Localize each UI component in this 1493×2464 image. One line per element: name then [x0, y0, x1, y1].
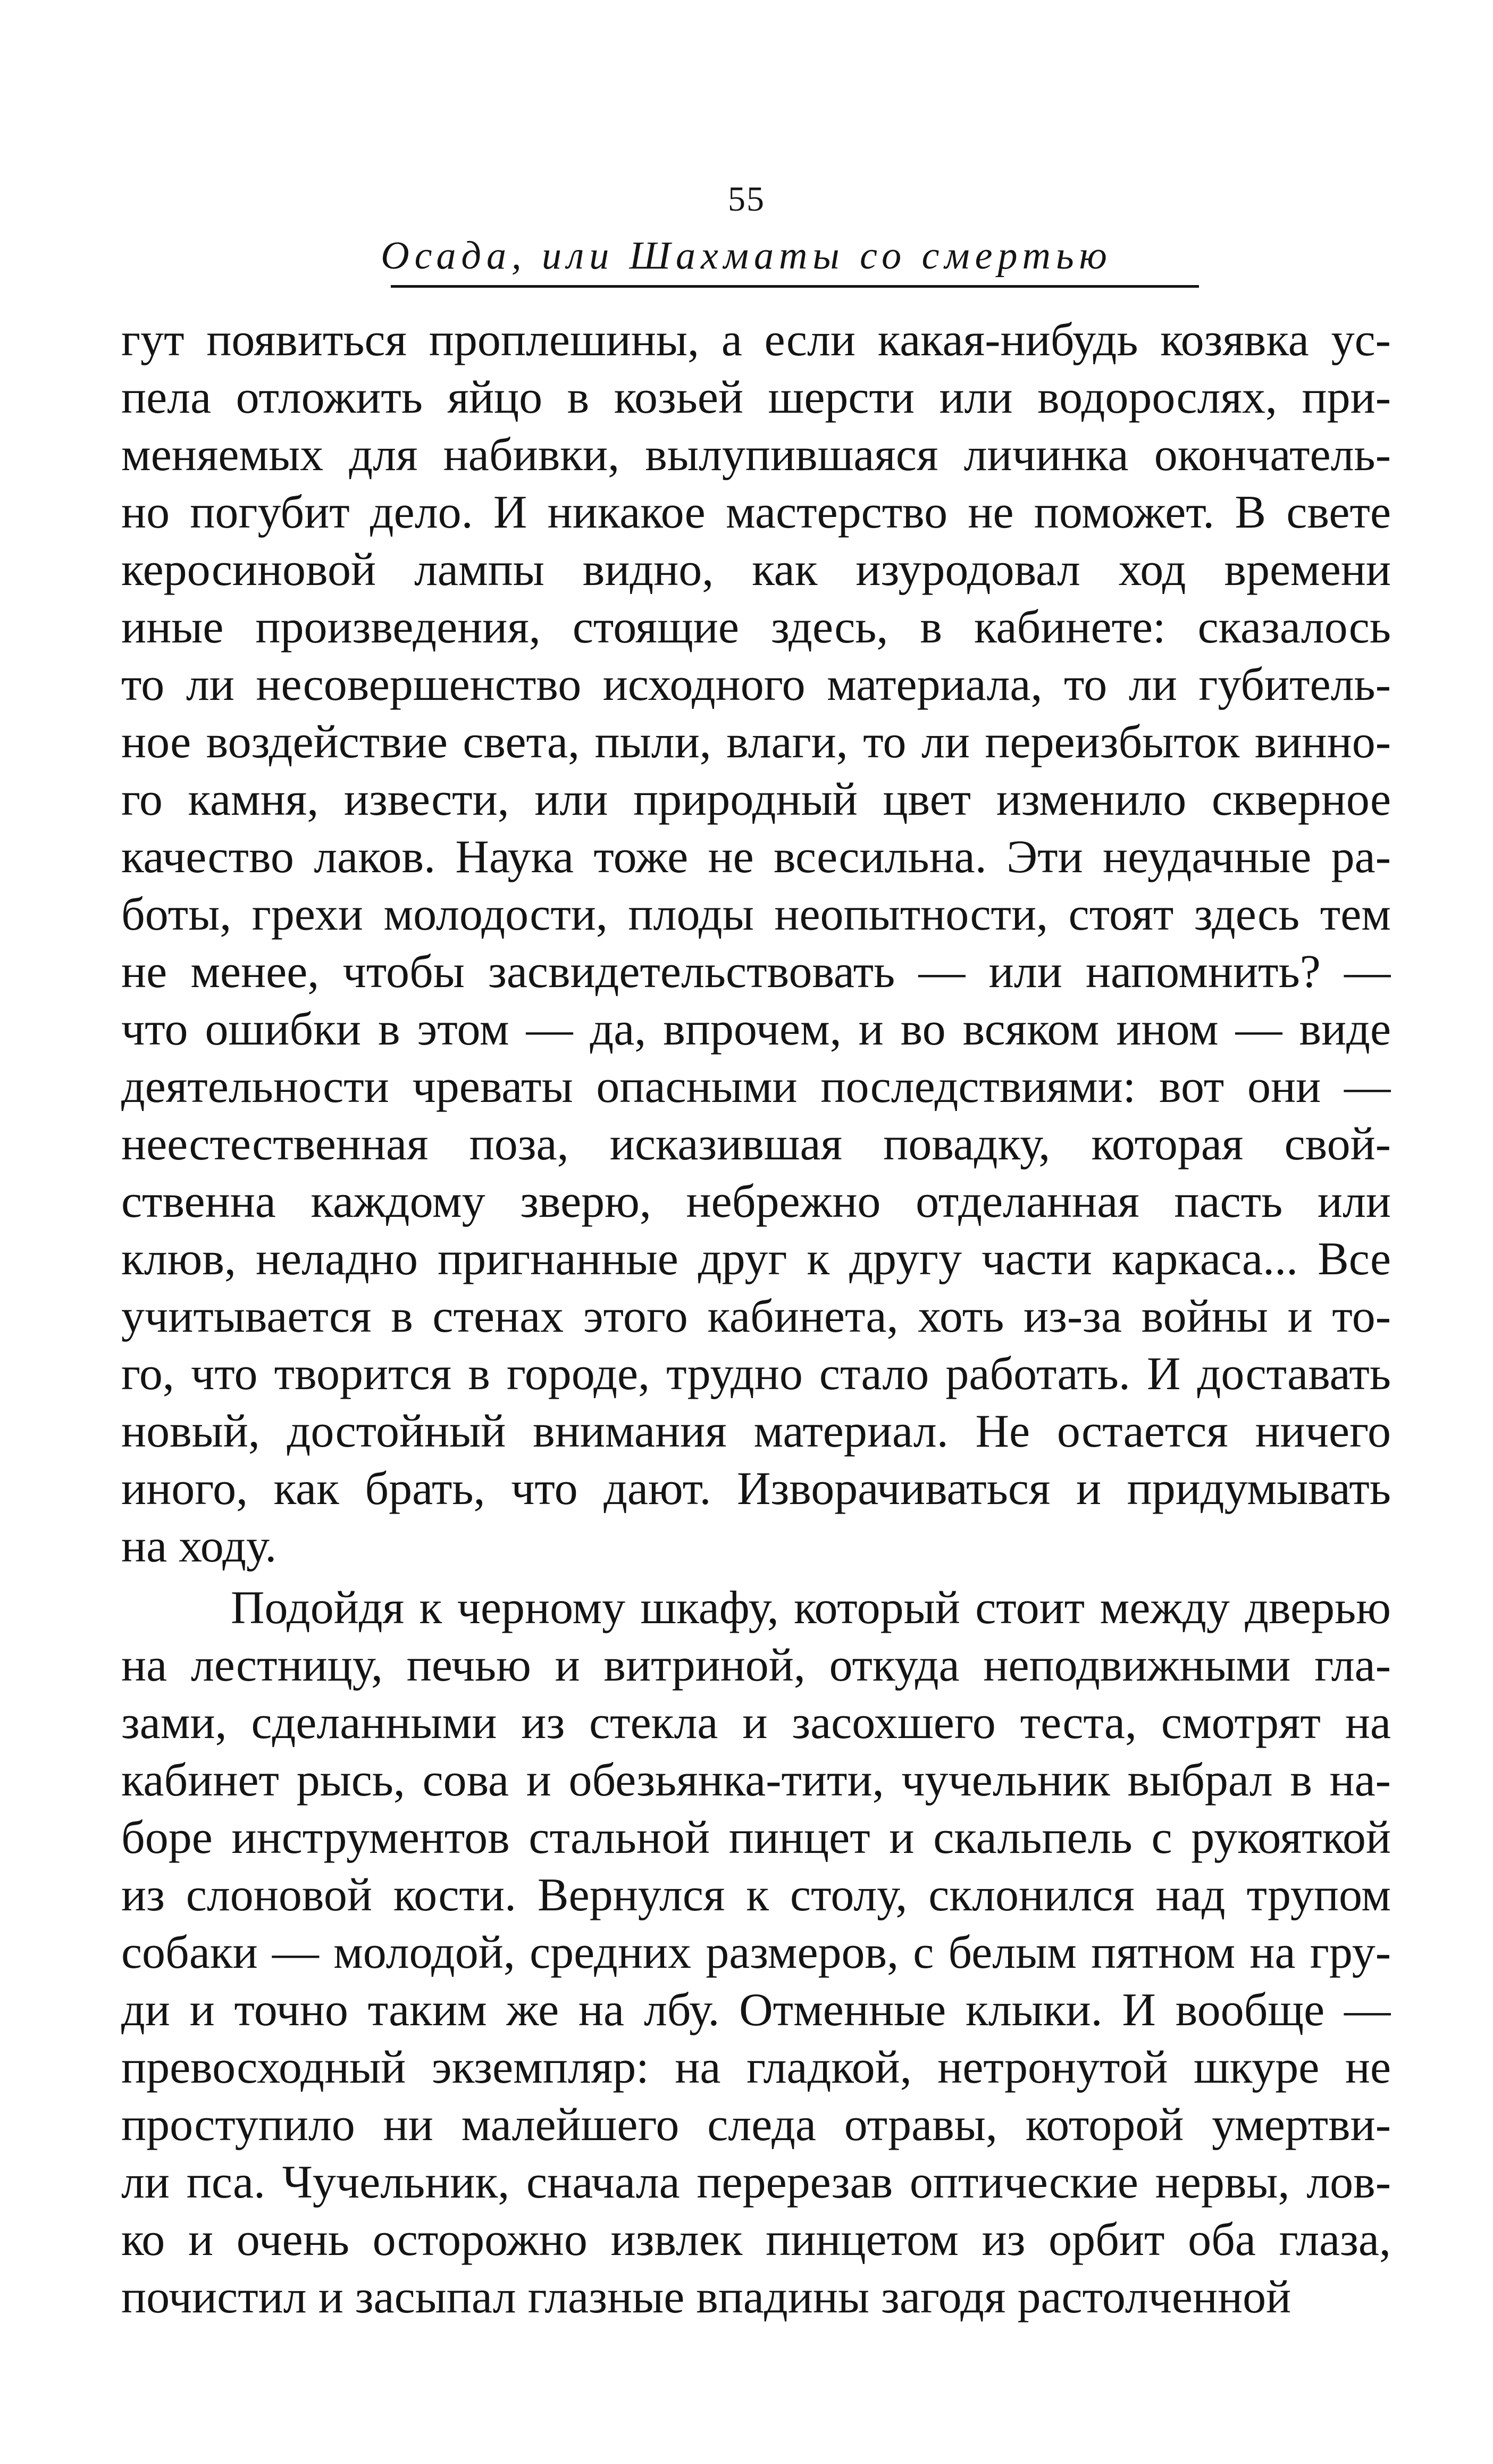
- text-line: собаки — молодой, средних размеров, с белым пятном на гру-: [121, 1927, 1391, 1978]
- text-line: ко и очень осторожно извлек пинцетом из орбит оба глаза,: [121, 2214, 1391, 2266]
- text-line: неестественная поза, исказившая повадку, которая свой-: [121, 1118, 1391, 1170]
- text-line: то ли несовершенство исходного материала, то ли губитель-: [121, 659, 1391, 711]
- text-line: кабинет рысь, сова и обезьянка-тити, чучельник выбрал в на-: [121, 1755, 1391, 1806]
- text-line: но погубит дело. И никакое мастерство не поможет. В свете: [121, 487, 1391, 538]
- paragraph: [121, 312, 1391, 1575]
- text-line: ственна каждому зверю, небрежно отделанная пасть или: [121, 1176, 1391, 1227]
- text-line: что ошибки в этом — да, впрочем, и во всяком ином — виде: [121, 1004, 1391, 1055]
- text-line: почистил и засыпал глазные впадины загодя растолченной: [121, 2271, 1291, 2323]
- text-line: превосходный экземпляр: на гладкой, нетронутой шкуре не: [121, 2042, 1391, 2093]
- text-line: пела отложить яйцо в козьей шерсти или водорослях, при-: [121, 372, 1391, 423]
- header-rule: [391, 285, 1199, 288]
- text-line: на ходу.: [121, 1521, 277, 1572]
- text-line: ли пса. Чучельник, сначала перерезав оптические нервы, лов-: [121, 2157, 1391, 2208]
- body-text: [121, 312, 1391, 2326]
- text-line: иного, как брать, что дают. Изворачиваться и придумывать: [121, 1463, 1391, 1515]
- text-line: керосиновой лампы видно, как изуродовал ход времени: [121, 544, 1391, 596]
- text-line: зами, сделанными из стекла и засохшего теста, смотрят на: [121, 1697, 1391, 1749]
- text-line: из слоновой кости. Вернулся к столу, склонился над трупом: [121, 1869, 1391, 1921]
- text-line: клюв, неладно пригнанные друг к другу части каркаса... Все: [121, 1233, 1391, 1285]
- text-line: боты, грехи молодости, плоды неопытности, стоят здесь тем: [121, 889, 1391, 940]
- text-line: го, что творится в городе, трудно стало работать. И доставать: [121, 1348, 1391, 1400]
- running-head-title: Осада, или Шахматы со смертью: [381, 234, 1112, 278]
- text-line: ное воздействие света, пыли, влаги, то ли переизбыток винно-: [121, 716, 1391, 768]
- text-line: гут появиться проплешины, а если какая-нибудь козявка ус-: [121, 314, 1391, 366]
- page-number: 55: [728, 180, 765, 219]
- text-line: новый, достойный внимания материал. Не остается ничего: [121, 1406, 1391, 1457]
- text-line: проступило ни малейшего следа отравы, которой умертви-: [121, 2099, 1391, 2151]
- text-line: качество лаков. Наука тоже не всесильна. Эти неудачные ра-: [121, 831, 1391, 883]
- text-line: ди и точно таким же на лбу. Отменные клыки. И вообще —: [121, 1984, 1391, 2036]
- paragraph-gap: [121, 1575, 1391, 1580]
- text-line: иные произведения, стоящие здесь, в кабинете: сказалось: [121, 602, 1391, 653]
- text-line: деятельности чреваты опасными последствиями: вот они —: [121, 1061, 1391, 1113]
- text-line: Подойдя к черному шкафу, который стоит между дверью: [231, 1582, 1391, 1634]
- text-line: меняемых для набивки, вылупившаяся личинка окончатель-: [121, 429, 1391, 481]
- text-line: не менее, чтобы засвидетельствовать — или напомнить? —: [121, 946, 1391, 998]
- paragraph: [121, 1575, 1391, 2326]
- text-line: на лестницу, печью и витриной, откуда неподвижными гла-: [121, 1640, 1391, 1691]
- text-line: го камня, извести, или природный цвет изменило скверное: [121, 774, 1391, 825]
- text-line: учитывается в стенах этого кабинета, хоть из-за войны и то-: [121, 1291, 1391, 1342]
- text-line: боре инструментов стальной пинцет и скальпель с рукояткой: [121, 1812, 1391, 1864]
